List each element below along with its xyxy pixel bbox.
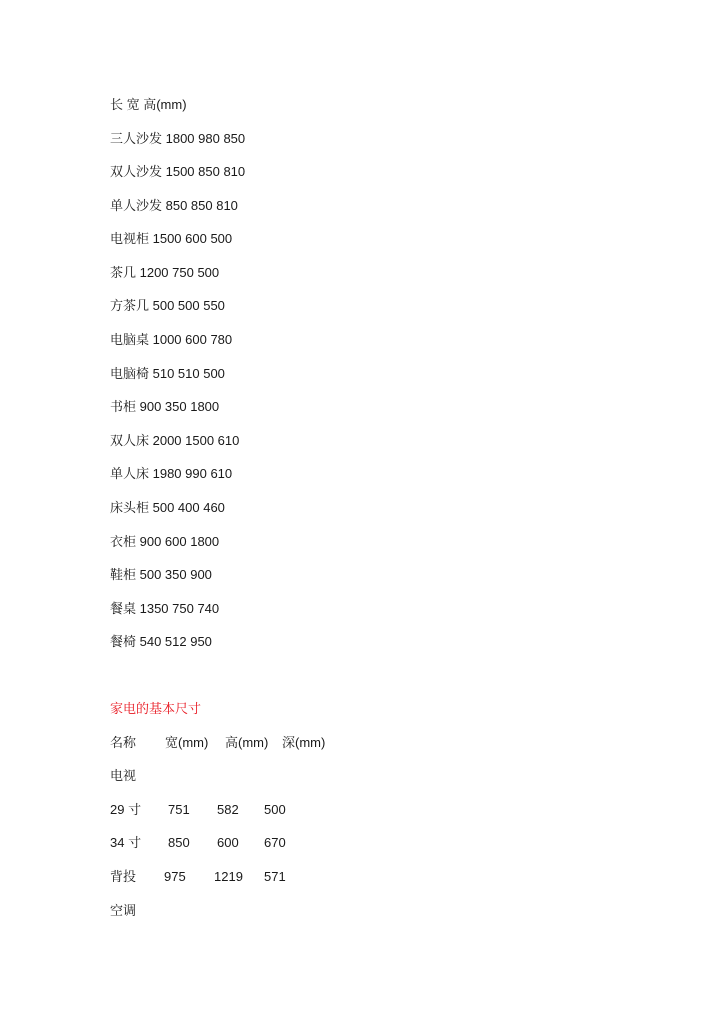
furniture-row: 电视柜 1500 600 500 xyxy=(110,231,233,246)
tv-width: 751 xyxy=(168,802,190,817)
furniture-row: 衣柜 900 600 1800 xyxy=(110,534,220,549)
tv-size: 34 寸 xyxy=(110,835,142,850)
tv-row xyxy=(110,869,410,885)
furniture-row: 电脑椅 510 510 500 xyxy=(110,366,225,381)
tv-height: 600 xyxy=(217,835,239,850)
furniture-row: 餐桌 1350 750 740 xyxy=(110,601,220,616)
column-header-name: 名称 xyxy=(110,735,137,750)
furniture-row: 茶几 1200 750 500 xyxy=(110,265,220,280)
tv-depth: 500 xyxy=(264,802,286,817)
tv-size: 29 寸 xyxy=(110,802,142,817)
furniture-row: 单人沙发 850 850 810 xyxy=(110,198,238,213)
furniture-row: 双人沙发 1500 850 810 xyxy=(110,164,246,179)
tv-label: 电视 xyxy=(110,768,137,783)
furniture-row: 餐椅 540 512 950 xyxy=(110,634,212,649)
furniture-header: 长 宽 高(mm) xyxy=(110,97,187,112)
furniture-row: 双人床 2000 1500 610 xyxy=(110,433,240,448)
column-header-width: 宽(mm) xyxy=(165,735,209,750)
tv-row xyxy=(110,802,410,818)
column-header-height: 高(mm) xyxy=(225,735,269,750)
tv-size: 背投 xyxy=(110,869,137,884)
tv-height: 1219 xyxy=(214,869,243,884)
furniture-row: 方茶几 500 500 550 xyxy=(110,298,225,313)
tv-width: 975 xyxy=(164,869,186,884)
furniture-row: 单人床 1980 990 610 xyxy=(110,466,233,481)
tv-depth: 670 xyxy=(264,835,286,850)
furniture-row: 书柜 900 350 1800 xyxy=(110,399,220,414)
tv-height: 582 xyxy=(217,802,239,817)
appliances-header xyxy=(110,735,410,751)
furniture-row: 三人沙发 1800 980 850 xyxy=(110,131,246,146)
tv-row xyxy=(110,835,410,851)
column-header-depth: 深(mm) xyxy=(282,735,326,750)
furniture-row: 床头柜 500 400 460 xyxy=(110,500,225,515)
furniture-row: 电脑桌 1000 600 780 xyxy=(110,332,233,347)
furniture-row: 鞋柜 500 350 900 xyxy=(110,567,212,582)
appliances-title: 家电的基本尺寸 xyxy=(110,701,202,716)
tv-depth: 571 xyxy=(264,869,286,884)
tv-width: 850 xyxy=(168,835,190,850)
ac-label: 空调 xyxy=(110,903,137,918)
